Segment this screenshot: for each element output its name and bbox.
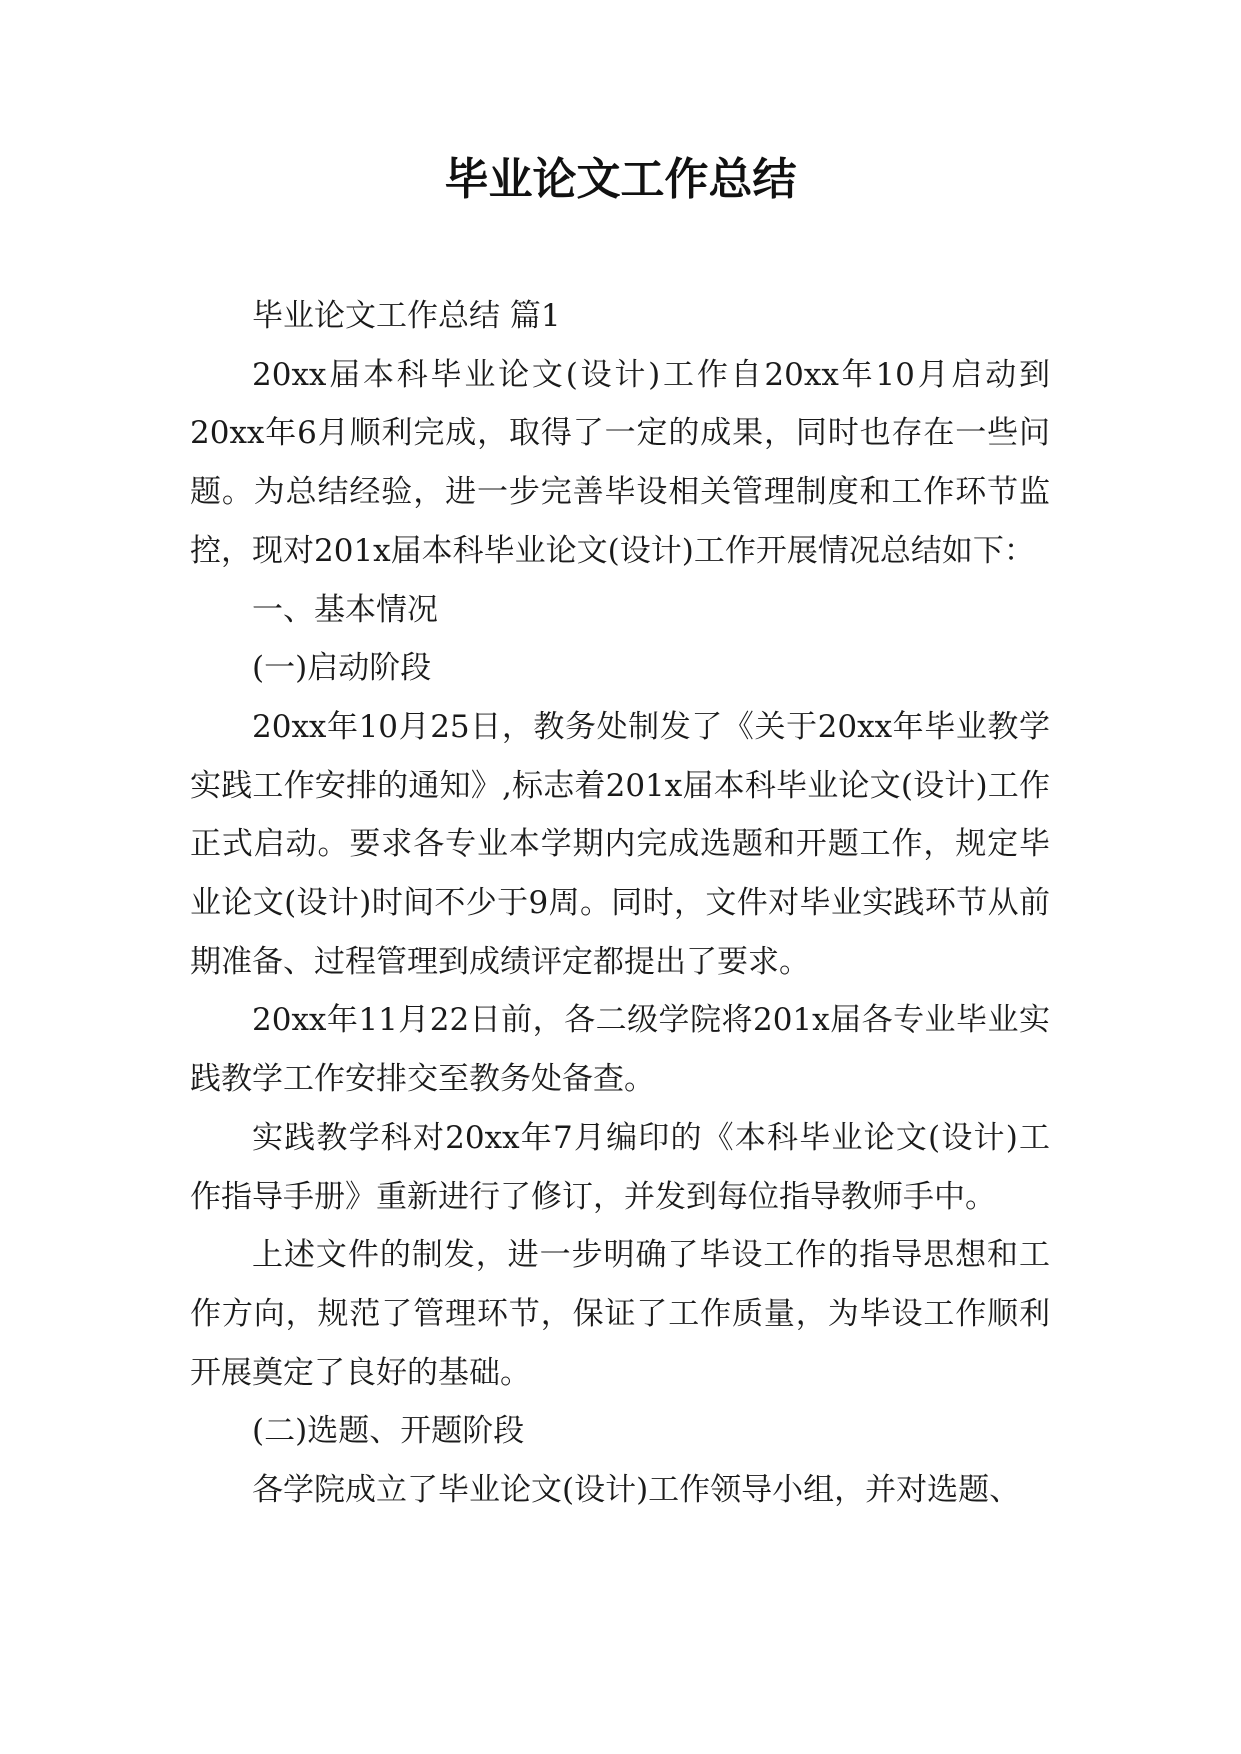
paragraph-schedule-submitted: 20xx年11月22日前，各二级学院将201x届各专业毕业实践教学工作安排交至教务处备查。 [190,1002,1050,1098]
document-title: 毕业论文工作总结 [444,154,797,205]
subheading-topic-stage: (二)选题、开题阶段 [252,1413,525,1450]
heading-basic-situation: 一、基本情况 [252,591,438,628]
paragraph-notice-issued: 20xx年10月25日，教务处制发了《关于20xx年毕业教学实践工作安排的通知》,标志着201x届本科毕业论文(设计)工作正式启动。要求各专业本学期内完成选题和开题工作，规定毕业论文(设计)时间不少于9周。同时，文件对毕业实践环节从前期准备、过程管理到成绩评定都提出了要求。 [190,708,1050,980]
section-heading-part-1: 毕业论文工作总结 篇1 [252,298,561,334]
paragraph-handbook-revised: 实践教学科对20xx年7月编印的《本科毕业论文(设计)工作指导手册》重新进行了修订，并发到每位指导教师手中。 [190,1119,1050,1215]
document-body [190,287,1050,1520]
paragraph-leadership-groups: 各学院成立了毕业论文(设计)工作领导小组，并对选题、 [252,1472,1021,1509]
subheading-launch-stage: (一)启动阶段 [252,650,432,687]
paragraph-documents-effect: 上述文件的制发，进一步明确了毕设工作的指导思想和工作方向，规范了管理环节，保证了工作质量，为毕设工作顺利开展奠定了良好的基础。 [190,1237,1050,1391]
intro-paragraph: 20xx届本科毕业论文(设计)工作自20xx年10月启动到20xx年6月顺利完成，取得了一定的成果，同时也存在一些问题。为总结经验，进一步完善毕设相关管理制度和工作环节监控，现对201x届本科毕业论文(设计)工作开展情况总结如下： [190,356,1050,569]
